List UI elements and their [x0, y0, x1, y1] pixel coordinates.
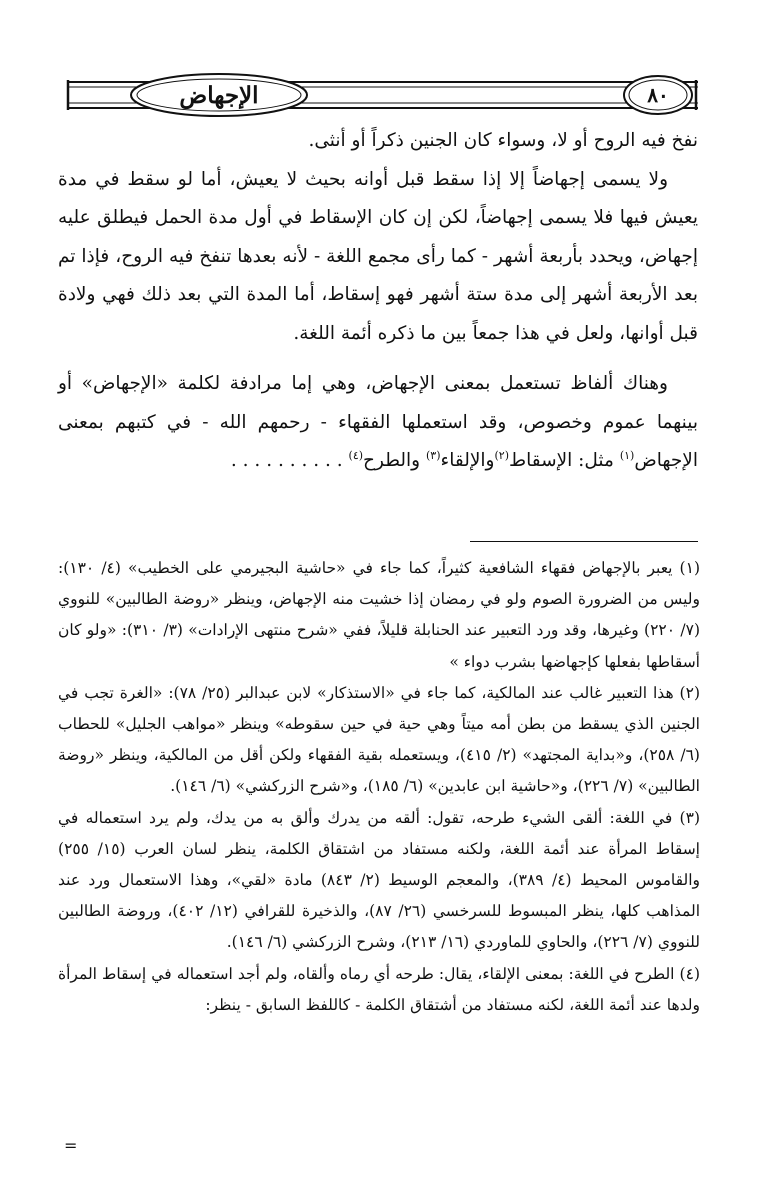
- paragraph-1: نفخ فيه الروح أو لا، وسواء كان الجنين ذكراً أو أنثى.: [308, 130, 698, 151]
- footnote-ref-2[interactable]: (٢): [494, 448, 509, 462]
- paragraph-3: [58, 365, 698, 481]
- footnote-1: (١) يعبر بالإجهاض فقهاء الشافعية كثيراً، كما جاء في «حاشية البجيرمي على الخطيب» (٤/ ١٣٠): وليس من الضرورة الصوم ولو في رمضان إذا خشيت منه الإجهاض، وينظر «روضة الطالبين» للنووي (٧/ ٢٢٠) وغيرها، وقد ورد التعبير عند الحنابلة قليلاً، ففي «شرح منتهى الإرادات» (٣/ ٣١٠): «ولو كان أسقاطها بفعلها كإجهاضها بشرب دواء »: [58, 559, 701, 671]
- footnote-divider: [470, 541, 698, 542]
- page-number: ٨٠: [647, 83, 669, 107]
- term-isqat: الإسقاط: [508, 450, 573, 471]
- footnote-ref-1[interactable]: (١): [619, 448, 635, 462]
- footnote-ref-4[interactable]: (٤): [348, 448, 364, 462]
- footnote-continuation-marker: =: [64, 1136, 78, 1155]
- main-text: [58, 122, 698, 481]
- continuation-dots: . . . . . . . . . .: [230, 450, 343, 471]
- page-header: [62, 72, 702, 118]
- paragraph-3-text: وهناك ألفاظ تستعمل بمعنى الإجهاض، وهي إما مرادفة لكلمة «الإجهاض» أو بينهما عموم وخصوص، وقد استعملها الفقهاء - رحمهم الله - في كتبهم بمعنى: [58, 373, 698, 433]
- header-title: الإجهاض: [179, 81, 259, 109]
- example-label: مثل:: [578, 450, 614, 471]
- footnote-3: (٣) في اللغة: ألقى الشيء طرحه، تقول: ألقه من يدرك وألق به من يدك، ولم يرد استعماله في إسقاط المرأة عند أئمة اللغة، ولكنه مستفاد من اشتقاق الكلمة، ينظر لسان العرب (١٥/ ٢٥٥) والقاموس المحيط (٤/ ٣٨٩)، والمعجم الوسيط (٢/ ٨٤٣) مادة «لقي»، وهذا الاستعمال ورد عند المذاهب كلها، ينظر المبسوط للسرخسي (٢٦/ ٨٧)، والذخيرة للقرافي (١٢/ ٤٠٢)، وروضة الطالبين للنووي (٧/ ٢٢٦)، والحاوي للماوردي (١٦/ ٢١٣)، وشرح الزركشي (٦/ ١٤٦).: [58, 808, 701, 952]
- term-ijhad: الإجهاض: [634, 450, 698, 471]
- footnote-4: (٤) الطرح في اللغة: بمعنى الإلقاء، يقال: طرحه أي رماه وألقاه، ولم أجد استعماله في إسقاط المرأة ولدها عند أئمة اللغة، لكنه مستفاد من أشتقاق الكلمة - كاللفظ السابق - ينظر:: [58, 964, 700, 1014]
- footnotes: [58, 553, 700, 1021]
- footnote-ref-3[interactable]: (٣): [425, 448, 441, 462]
- paragraph-2: ولا يسمى إجهاضاً إلا إذا سقط قبل أوانه بحيث لا يعيش، أما لو سقط في مدة يعيش فيها فلا يسمى إجهاضاً، لكن إن كان الإسقاط في أول مدة الحمل فيطلق عليه إجهاض، ويحدد بأربعة أشهر - كما رأى مجمع اللغة - لأنه بعدها تنفخ فيه الروح، فإذا تم بعد الأربعة أشهر إلى مدة ستة أشهر فهو إسقاط، أما المدة التي بعد ذلك فهي ولادة قبل أوانها، ولعل في هذا جمعاً بين ما ذكره أئمة اللغة.: [58, 168, 698, 344]
- term-tarh: والطرح: [363, 450, 421, 471]
- term-ilqa: والإلقاء: [440, 450, 495, 471]
- footnote-2: (٢) هذا التعبير غالب عند المالكية، كما جاء في «الاستذكار» لابن عبدالبر (٢٥/ ٧٨): «الغرة تجب في الجنين الذي يسقط من بطن أمه ميتاً وهي حية في حين سقوطه» وينظر «مواهب الجليل» للحطاب (٦/ ٢٥٨)، و«بداية المجتهد» (٢/ ٤١٥)، ويستعمله بقية الفقهاء ولكن أقل من المالكية، وينظر «روضة الطالبين» (٧/ ٢٢٦)، و«حاشية ابن عابدين» (٦/ ١٨٥)، و«شرح الزركشي» (٦/ ١٤٦).: [58, 683, 700, 796]
